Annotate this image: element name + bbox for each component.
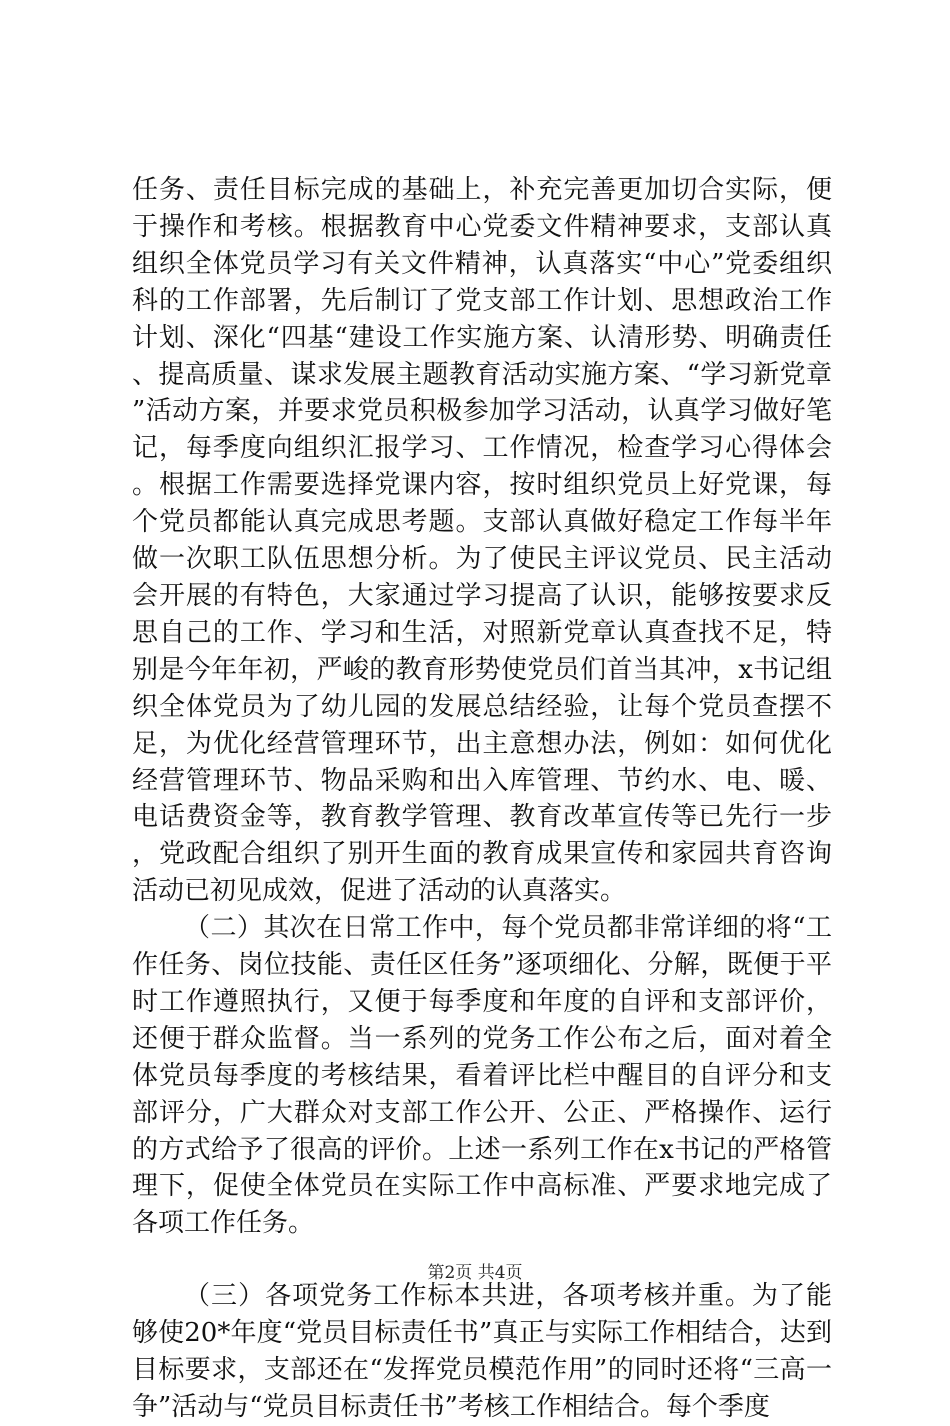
paragraph-section-three: （三）各项党务工作标本共进，各项考核并重。为了能够使20*年度“党员目标责任书”真正与实际工作相结合，达到目标要求，支部还在“发挥党员模范作用”的同时还将“三高一争”活动与“党员目标责任书”考核工作相结合。每个季度	[132, 1281, 832, 1422]
paragraph-continuation: 任务、责任目标完成的基础上，补充完善更加切合实际，便于操作和考核。根据教育中心党委文件精神要求，支部认真组织全体党员学习有关文件精神，认真落实“中心”党委组织科的工作部署，先后制订了党支部工作计划、思想政治工作计划、深化“四基“建设工作实施方案、认清形势、明确责任、提高质量、谋求发展主题教育活动实施方案、“学习新党章”活动方案，并要求党员积极参加学习活动，认真学习做好笔记，每季度向组织汇报学习、工作情况，检查学习心得体会。根据工作需要选择党课内容，按时组织党员上好党课，每个党员都能认真完成思考题。支部认真做好稳定工作每半年做一次职工队伍思想分析。为了使民主评议党员、民主活动会开展的有特色，大家通过学习提高了认识，能够按要求反思自己的工作、学习和生活，对照新党章认真查找不足，特别是今年年初，严峻的教育形势使党员们首当其冲，x书记组织全体党员为了幼儿园的发展总结经验，让每个党员查摆不足，为优化经营管理环节，出主意想办法，例如：如何优化经营管理环节、物品采购和出入库管理、节约水、电、暖、电话费资金等，教育教学管理、教育改革宣传等已先行一步，党政配合组织了别开生面的教育成果宣传和家园共育咨询活动已初见成效，促进了活动的认真落实。	[132, 175, 832, 907]
page-footer: 第2页 共4页	[427, 1263, 523, 1283]
paragraph-section-two: （二）其次在日常工作中，每个党员都非常详细的将“工作任务、岗位技能、责任区任务”逐项细化、分解，既便于平时工作遵照执行，又便于每季度和年度的自评和支部评价，还便于群众监督。当一系列的党务工作公布之后，面对着全体党员每季度的考核结果，看着评比栏中醒目的自评分和支部评分，广大群众对支部工作公开、公正、严格操作、运行的方式给予了很高的评价。上述一系列工作在x书记的严格管理下，促使全体党员在实际工作中高标准、严要求地完成了各项工作任务。	[132, 913, 832, 1239]
document-body	[132, 172, 832, 1426]
